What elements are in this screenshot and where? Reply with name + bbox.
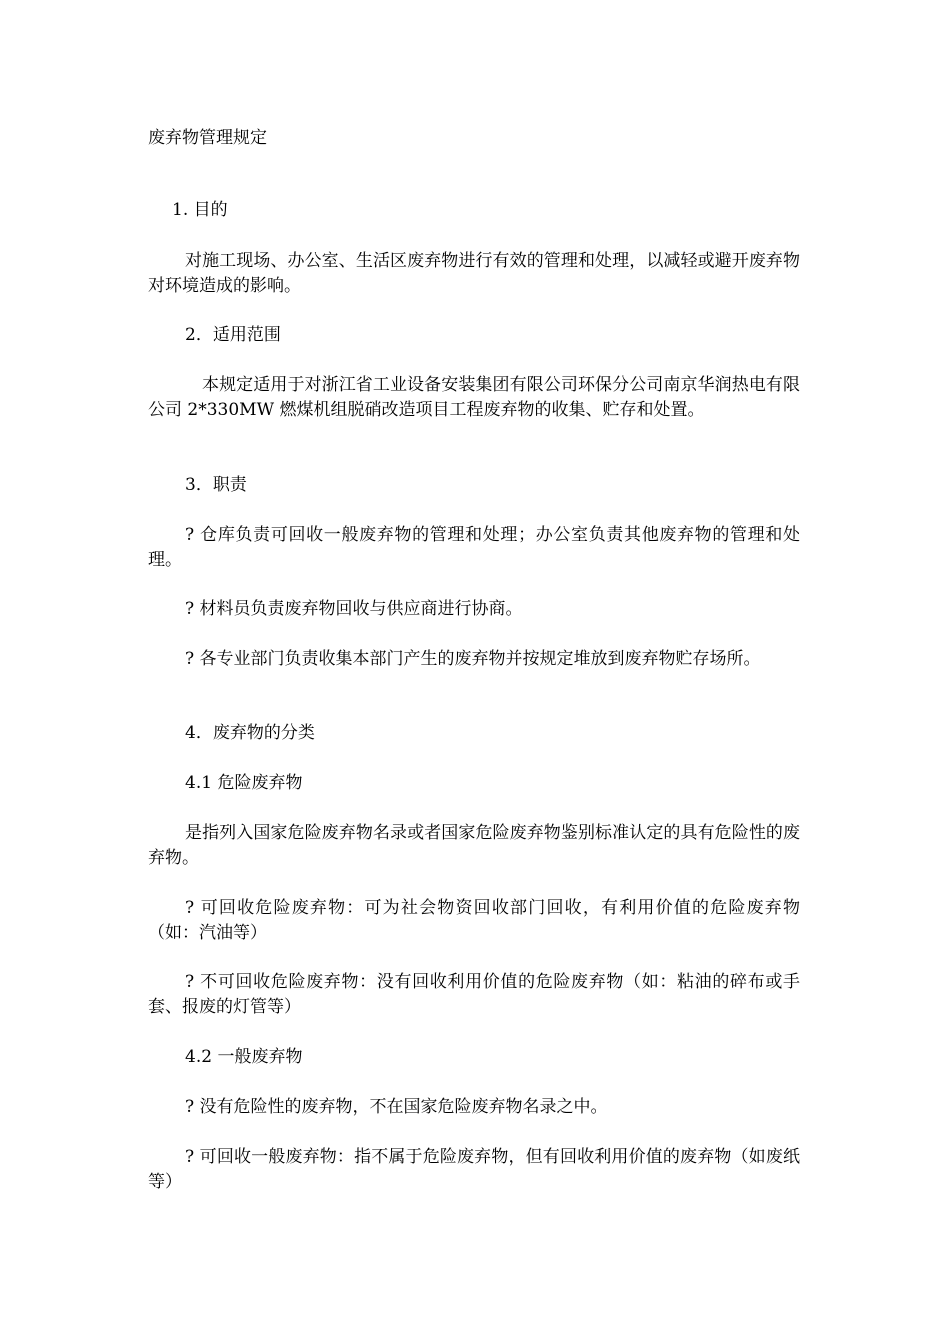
subsection-heading-general: 4.2 一般废弃物 (185, 1047, 303, 1067)
section-heading-classification: 4．废弃物的分类 (185, 723, 315, 743)
document-title: 废弃物管理规定 (148, 128, 267, 148)
list-item-general-definition: ? 没有危险性的废弃物，不在国家危险废弃物名录之中。 (185, 1097, 608, 1117)
list-item-material-officer: ? 材料员负责废弃物回收与供应商进行协商。 (185, 599, 523, 619)
paragraph-scope: 本规定适用于对浙江省工业设备安装集团有限公司环保分公司南京华润热电有限公司 2*330MW 燃煤机组脱硝改造项目工程废弃物的收集、贮存和处置。 (148, 375, 800, 420)
list-item-recyclable-hazardous: ? 可回收危险废弃物：可为社会物资回收部门回收，有利用价值的危险废弃物（如：汽油等） (148, 898, 800, 943)
section-heading-scope: 2．适用范围 (185, 325, 281, 345)
list-item-warehouse: ? 仓库负责可回收一般废弃物的管理和处理；办公室负责其他废弃物的管理和处理。 (148, 525, 800, 570)
list-item-nonrecyclable-hazardous: ? 不可回收危险废弃物：没有回收利用价值的危险废弃物（如：粘油的碎布或手套、报废的灯管等） (148, 972, 800, 1017)
paragraph-purpose: 对施工现场、办公室、生活区废弃物进行有效的管理和处理，以减轻或避开废弃物对环境造成的影响。 (148, 251, 800, 296)
paragraph-hazardous-definition: 是指列入国家危险废弃物名录或者国家危险废弃物鉴别标准认定的具有危险性的废弃物。 (148, 823, 800, 868)
list-item-departments: ? 各专业部门负责收集本部门产生的废弃物并按规定堆放到废弃物贮存场所。 (185, 649, 761, 669)
subsection-heading-hazardous: 4.1 危险废弃物 (185, 773, 303, 793)
list-item-recyclable-general: ? 可回收一般废弃物：指不属于危险废弃物，但有回收利用价值的废弃物（如废纸等） (148, 1147, 800, 1192)
section-heading-responsibilities: 3．职责 (185, 475, 247, 495)
section-heading-purpose: 1. 目的 (172, 200, 228, 220)
